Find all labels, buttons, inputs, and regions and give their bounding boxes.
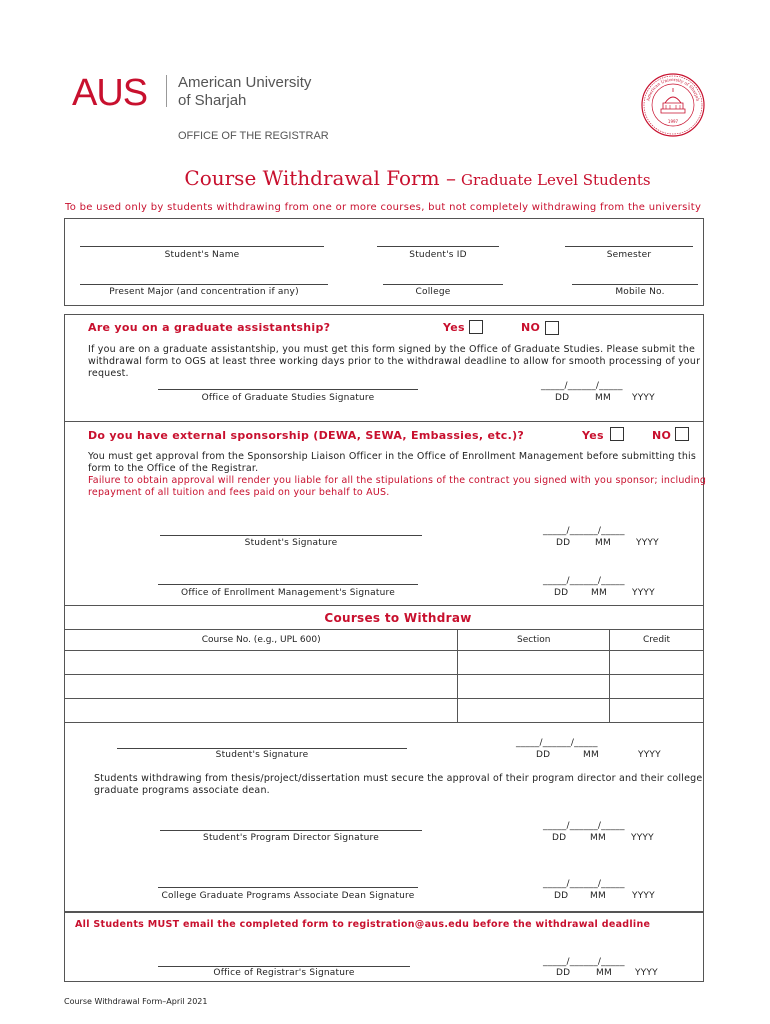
sponsorship-yes-label: Yes — [582, 429, 604, 442]
table-row — [65, 699, 704, 723]
oem-signature-field[interactable] — [158, 584, 418, 585]
courses-header-row — [65, 630, 704, 651]
date-mm-label: MM — [591, 588, 607, 598]
logo-name-line2: of Sharjah — [178, 92, 247, 109]
assistantship-question: Are you on a graduate assistantship? — [88, 321, 331, 334]
seal-text: American University of Sharjah — [645, 76, 701, 102]
semester-field[interactable] — [565, 246, 693, 247]
form-title-level: Graduate Level Students — [461, 171, 651, 189]
credit-cell[interactable] — [610, 699, 704, 723]
course-number-cell[interactable] — [65, 675, 458, 699]
final-student-signature-field[interactable] — [117, 748, 407, 749]
section-cell[interactable] — [458, 675, 610, 699]
date-yyyy-label: YYYY — [635, 968, 658, 978]
date-yyyy-label: YYYY — [632, 588, 655, 598]
office-label: OFFICE OF THE REGISTRAR — [178, 130, 329, 142]
date-mm-label: MM — [596, 968, 612, 978]
section-header: Section — [458, 630, 610, 651]
course-number-header: Course No. (e.g., UPL 600) — [65, 630, 458, 651]
email-instruction: All Students MUST email the completed form to registration@aus.edu before the withdrawal deadline — [75, 919, 651, 930]
university-seal-icon — [641, 73, 705, 137]
sponsorship-no-checkbox[interactable] — [675, 427, 689, 441]
courses-table — [64, 629, 704, 723]
date-dd-label: DD — [554, 891, 569, 901]
form-subtitle: To be used only by students withdrawing from one or more courses, but not completely withdrawing from the university — [65, 202, 702, 213]
director-signature-field[interactable] — [160, 830, 422, 831]
section-cell[interactable] — [458, 651, 610, 675]
credit-header: Credit — [610, 630, 704, 651]
date-mm-label: MM — [583, 750, 599, 760]
date-mm-label: MM — [595, 393, 611, 403]
course-number-cell[interactable] — [65, 651, 458, 675]
thesis-note: Students withdrawing from thesis/project/dissertation must secure the approval of their program director and their college graduate programs associate dean. — [94, 773, 703, 796]
college-field[interactable] — [383, 284, 503, 285]
oem-signature-label: Office of Enrollment Management's Signature — [181, 588, 395, 598]
assistantship-yes-checkbox[interactable] — [469, 320, 483, 334]
sponsorship-yes-checkbox[interactable] — [610, 427, 624, 441]
sponsor-student-date-field[interactable]: _____/______/_____ — [543, 526, 625, 536]
ogs-signature-field[interactable] — [158, 389, 418, 390]
logo-divider — [166, 75, 167, 107]
sponsorship-instructions: You must get approval from the Sponsorship Liaison Officer in the Office of Enrollment Management before submitting this form to the Office of the Registrar. — [88, 451, 697, 474]
date-mm-label: MM — [590, 833, 606, 843]
date-yyyy-label: YYYY — [632, 393, 655, 403]
sponsorship-warning: Failure to obtain approval will render you liable for all the stipulations of the contract you signed with you sponsor; including repayment of all tuition and fees paid on your behalf to AUS. — [88, 475, 707, 498]
section-cell[interactable] — [458, 699, 610, 723]
director-signature-label: Student's Program Director Signature — [203, 833, 379, 843]
logo-name-line1: American University — [178, 74, 312, 91]
final-student-date-field[interactable]: _____/______/_____ — [516, 738, 598, 748]
student-id-field[interactable] — [377, 246, 499, 247]
final-student-signature-label: Student's Signature — [215, 750, 309, 760]
registrar-signature-label: Office of Registrar's Signature — [213, 968, 355, 978]
form-title — [0, 166, 770, 190]
college-label: College — [415, 287, 451, 297]
registrar-signature-field[interactable] — [158, 966, 410, 967]
date-dd-label: DD — [556, 538, 571, 548]
courses-heading: Courses to Withdraw — [324, 611, 472, 625]
ogs-date-field[interactable]: _____/______/_____ — [541, 381, 623, 391]
assistantship-no-checkbox[interactable] — [545, 321, 559, 335]
dean-signature-label: College Graduate Programs Associate Dean Signature — [161, 891, 415, 901]
student-signature-label: Student's Signature — [244, 538, 338, 548]
date-mm-label: MM — [595, 538, 611, 548]
student-name-field[interactable] — [80, 246, 324, 247]
dean-date-field[interactable]: _____/______/_____ — [543, 879, 625, 889]
date-dd-label: DD — [555, 393, 570, 403]
form-title-main: Course Withdrawal Form – — [184, 166, 456, 190]
credit-cell[interactable] — [610, 651, 704, 675]
assistantship-yes-label: Yes — [443, 321, 465, 334]
registrar-date-field[interactable]: _____/______/_____ — [543, 957, 625, 967]
footer-text: Course Withdrawal Form–April 2021 — [64, 997, 208, 1006]
seal-year: 1997 — [667, 119, 679, 124]
assistantship-no-label: NO — [521, 321, 541, 334]
major-label: Present Major (and concentration if any) — [109, 287, 299, 297]
student-sponsor-signature-field[interactable] — [160, 535, 422, 536]
credit-cell[interactable] — [610, 675, 704, 699]
course-number-cell[interactable] — [65, 699, 458, 723]
sponsorship-no-label: NO — [652, 429, 672, 442]
date-yyyy-label: YYYY — [638, 750, 661, 760]
date-yyyy-label: YYYY — [632, 891, 655, 901]
logo-abbreviation: AUS — [72, 72, 148, 114]
semester-label: Semester — [606, 250, 652, 260]
date-yyyy-label: YYYY — [631, 833, 654, 843]
director-date-field[interactable]: _____/______/_____ — [543, 821, 625, 831]
assistantship-instructions: If you are on a graduate assistantship, you must get this form signed by the Office of Graduate Studies. Please submit the withdrawal form to OGS at least three working days prior to the withdrawal deadline to allow for smooth processing of your request. — [88, 344, 701, 379]
table-row — [65, 651, 704, 675]
dean-signature-field[interactable] — [158, 887, 418, 888]
oem-date-field[interactable]: _____/______/_____ — [543, 576, 625, 586]
date-dd-label: DD — [536, 750, 551, 760]
table-row — [65, 675, 704, 699]
mobile-label: Mobile No. — [615, 287, 665, 297]
date-dd-label: DD — [552, 833, 567, 843]
ogs-signature-label: Office of Graduate Studies Signature — [201, 393, 375, 403]
date-yyyy-label: YYYY — [636, 538, 659, 548]
student-name-label: Student's Name — [164, 250, 240, 260]
date-dd-label: DD — [554, 588, 569, 598]
sponsorship-question: Do you have external sponsorship (DEWA, SEWA, Embassies, etc.)? — [88, 429, 525, 442]
date-mm-label: MM — [590, 891, 606, 901]
mobile-field[interactable] — [572, 284, 698, 285]
major-field[interactable] — [80, 284, 328, 285]
date-dd-label: DD — [556, 968, 571, 978]
student-id-label: Student's ID — [409, 250, 467, 260]
